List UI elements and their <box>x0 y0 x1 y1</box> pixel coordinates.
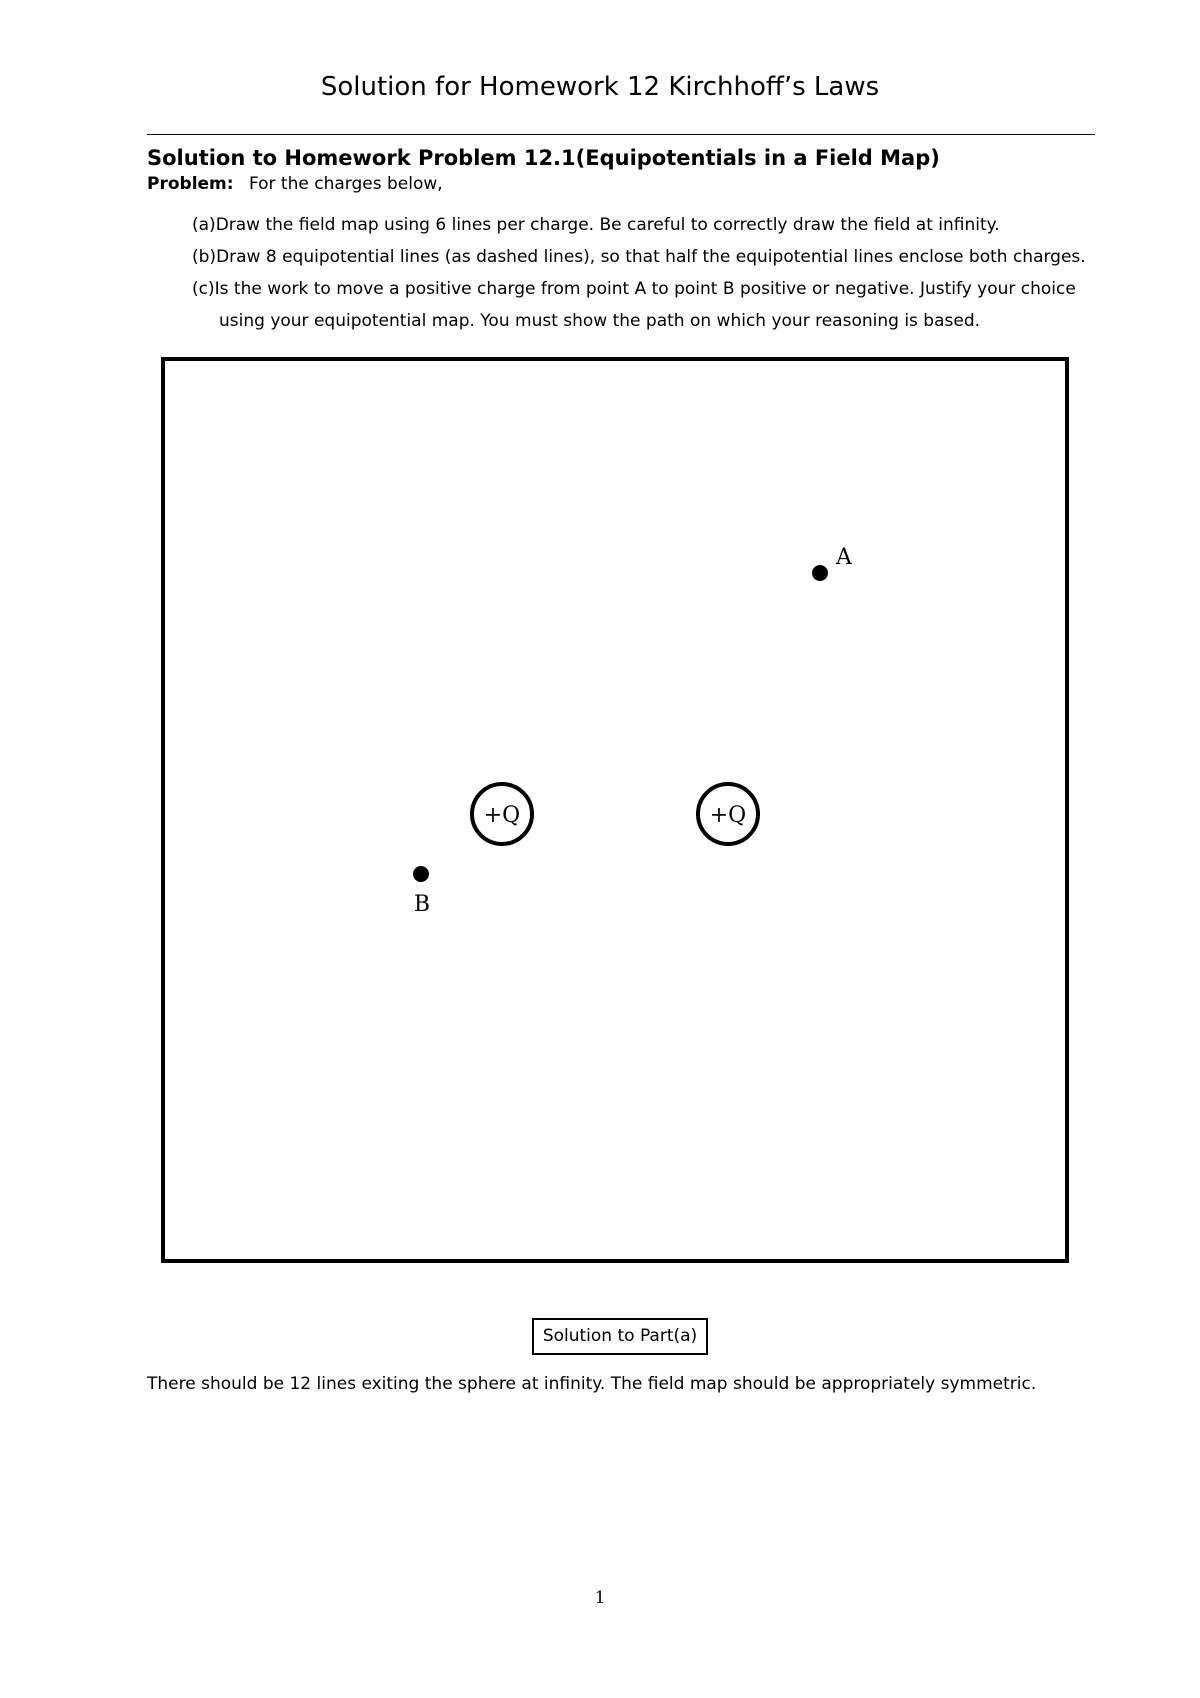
field-map-figure <box>161 357 1069 1263</box>
item-text: Is the work to move a positive charge from point A to point B positive or negative. Justify your choice <box>214 279 1076 299</box>
charge-1-label: +Q <box>483 803 521 828</box>
problem-item-b <box>192 241 1102 273</box>
point-b-dot <box>413 866 429 882</box>
item-marker: (c) <box>192 279 215 299</box>
item-continuation: using your equipotential map. You must show the path on which your reasoning is based. <box>219 311 981 331</box>
point-b-label: B <box>413 892 431 917</box>
problem-item-a <box>192 209 1102 241</box>
page-number: 1 <box>594 1588 606 1608</box>
page-title: Solution for Homework 12 Kirchhoff’s Laws <box>320 72 880 102</box>
problem-item-c <box>192 273 1102 337</box>
charge-2-label: +Q <box>709 803 747 828</box>
header-divider <box>147 134 1095 135</box>
item-marker: (a) <box>192 215 216 235</box>
solution-text: There should be 12 lines exiting the sphere at infinity. The field map should be appropriately symmetric. <box>147 1374 1037 1394</box>
point-a-label: A <box>836 545 852 570</box>
point-a-dot <box>812 565 828 581</box>
section-title: Solution to Homework Problem 12.1(Equipotentials in a Field Map) <box>147 146 940 170</box>
item-text: Draw 8 equipotential lines (as dashed lines), so that half the equipotential lines enclose both charges. <box>216 247 1086 267</box>
problem-intro: For the charges below, <box>248 174 443 194</box>
item-text: Draw the field map using 6 lines per charge. Be careful to correctly draw the field at infinity. <box>215 215 1000 235</box>
problem-intro-line <box>147 174 443 194</box>
field-map-canvas <box>161 357 1069 1263</box>
problem-label: Problem: <box>147 174 234 194</box>
item-marker: (b) <box>192 247 217 267</box>
solution-part-a-label: Solution to Part(a) <box>532 1318 708 1355</box>
